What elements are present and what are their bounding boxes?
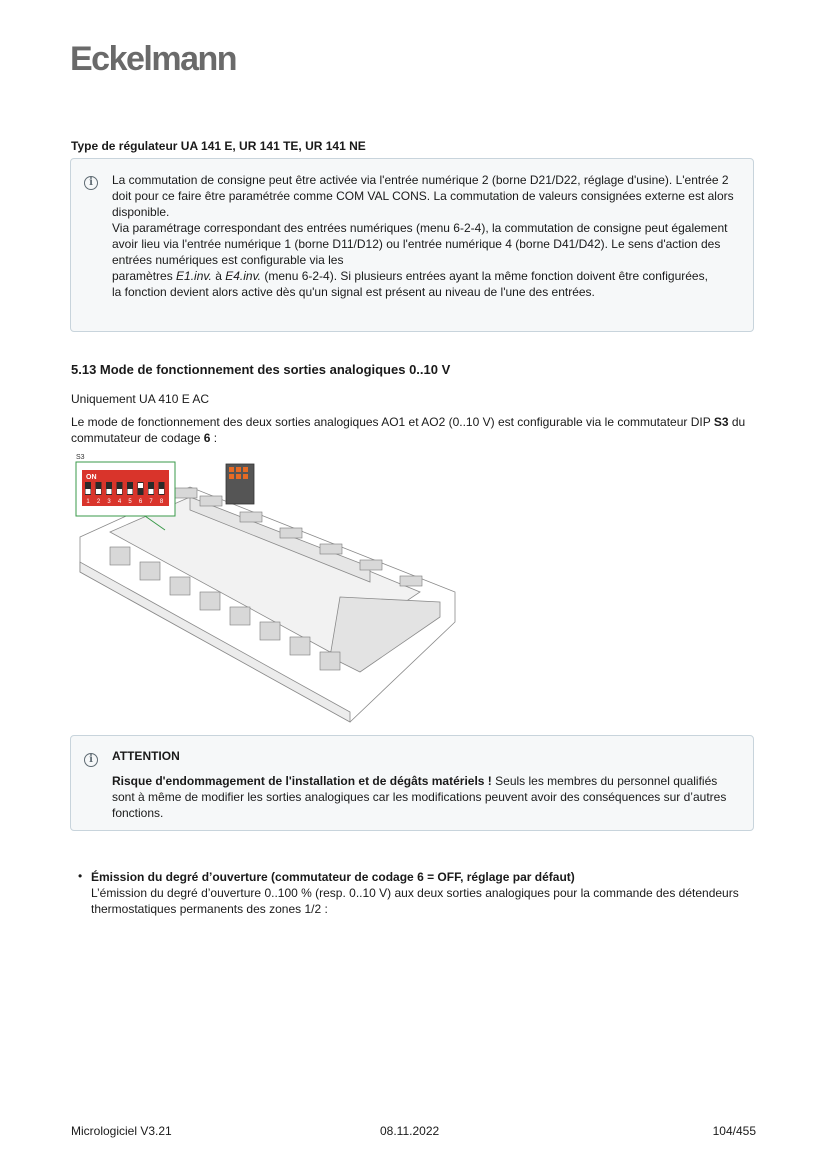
footer-firmware: Micrologiciel V3.21 (71, 1124, 172, 1138)
info-paragraph: paramètres E1.inv. à E4.inv. (menu 6-2-4). Si plusieurs entrées ayant la même fonction doivent être configurées, (112, 269, 708, 283)
attention-text: Risque d'endommagement de l'installation et de dégâts matériels ! Seuls les membres du personnel qualifiés sont à même de modifier les sorties analogiques car les modifications peuvent avoir des conséquences sur d’autres fonctions. (112, 774, 727, 820)
dip-number: 7 (149, 499, 153, 505)
plug-connector (226, 464, 254, 504)
dip-lever-6 (138, 483, 143, 488)
controller-board (80, 487, 455, 722)
controller-type-heading: Type de régulateur UA 141 E, UR 141 TE, UR 141 NE (71, 139, 366, 153)
dip-lever-4 (117, 489, 122, 494)
info-paragraph: La commutation de consigne peut être activée via l'entrée numérique 2 (borne D21/D22, réglage d'usine). L'entrée 2 doit pour ce faire être paramétrée comme COM VAL CONS. La commutation de valeurs consignées externe est alors disponible. (112, 173, 734, 219)
controller-figure (70, 452, 460, 730)
bullet-item (91, 869, 756, 917)
switch-label: S3 (76, 454, 85, 461)
dip-lever-1 (86, 489, 91, 494)
info-icon: i (84, 753, 98, 767)
info-paragraph: Via paramétrage correspondant des entrées numériques (menu 6-2-4), la commutation de consigne peut également avoir lieu via l'entrée numérique 1 (borne D11/D12) ou l'entrée numérique 4 (borne D41/D42). Le sens d'action des entrées numériques est configurable via les (112, 221, 728, 267)
bullet-text: L’émission du degré d’ouverture 0..100 % (resp. 0..10 V) aux deux sorties analogiques pour la commande des détendeurs thermostatiques permanents des zones 1/2 : (91, 886, 739, 916)
section-intro: Le mode de fonctionnement des deux sorties analogiques AO1 et AO2 (0..10 V) est configurable via le commutateur DIP S3 du commutateur de codage 6 : (71, 415, 746, 445)
footer-page-number: 104/455 (712, 1124, 756, 1138)
dip-lever-5 (128, 489, 133, 494)
footer-date: 08.11.2022 (380, 1124, 440, 1138)
dip-number: 5 (128, 499, 132, 505)
info-paragraph: la fonction devient alors active dès qu'un signal est présent au niveau de l'une des entrées. (112, 285, 595, 299)
dip-number: 3 (107, 499, 111, 505)
info-text (112, 172, 742, 300)
dip-lever-8 (159, 489, 164, 494)
section-scope: Uniquement UA 410 E AC (71, 392, 210, 406)
dip-lever-7 (149, 489, 154, 494)
info-icon: i (84, 176, 98, 190)
dip-number: 2 (96, 499, 101, 505)
dip-on-label: ON (86, 474, 97, 481)
attention-title: ATTENTION (112, 749, 180, 763)
dip-number: 6 (138, 499, 143, 505)
dip-lever-2 (96, 489, 101, 494)
dip-number: 4 (117, 499, 122, 505)
dip-number: 8 (159, 499, 164, 505)
dip-lever-3 (107, 489, 112, 494)
bullet-marker: • (78, 869, 83, 883)
info-box (70, 158, 754, 332)
section-heading: 5.13 Mode de fonctionnement des sorties analogiques 0..10 V (71, 362, 451, 377)
eckelmann-logo: Eckelmann (70, 40, 237, 78)
attention-box (70, 735, 754, 831)
bullet-heading: Émission du degré d’ouverture (commutateur de codage 6 = OFF, réglage par défaut) (91, 870, 575, 884)
dip-number: 1 (86, 499, 90, 505)
